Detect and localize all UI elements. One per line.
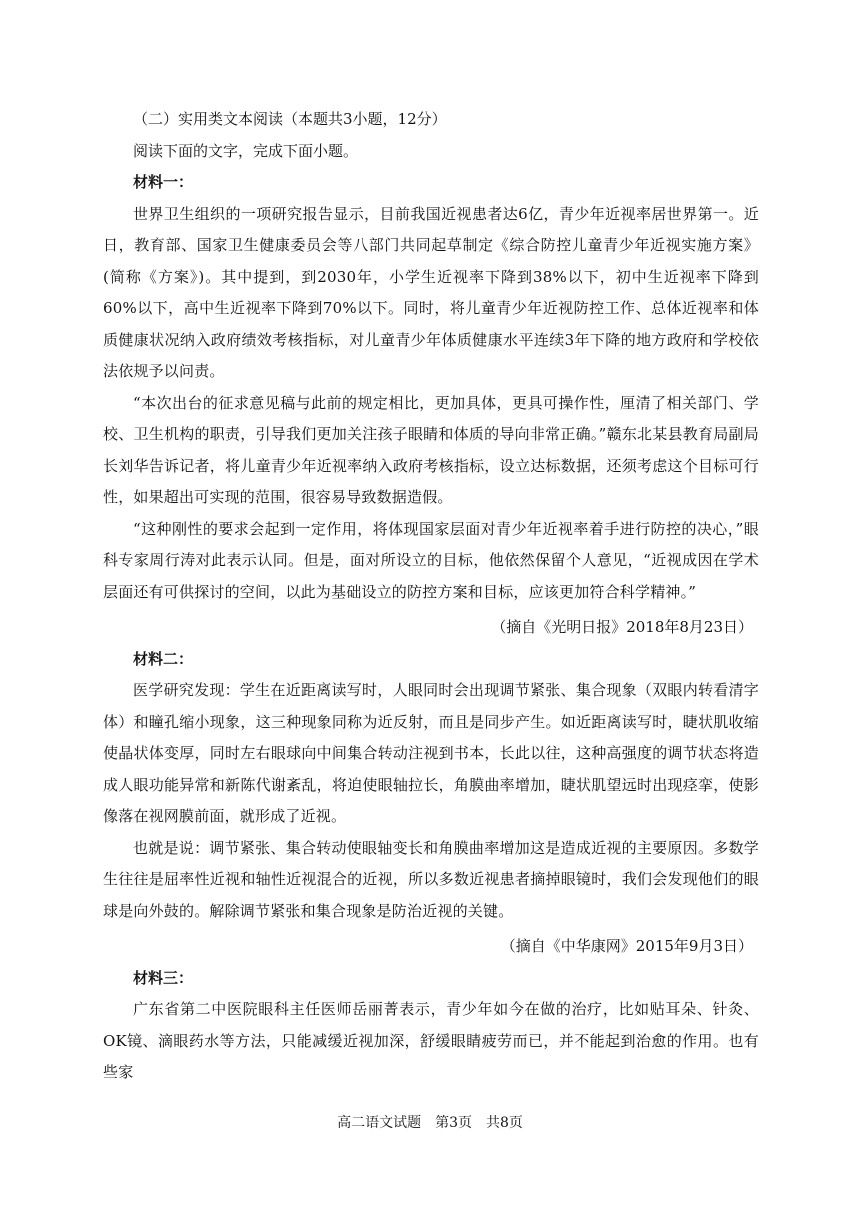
instruction: 阅读下面的文字，完成下面小题。 [133,141,359,160]
material2-paragraph-2: 也就是说：调节紧张、集合转动使眼轴变长和角膜曲率增加这是造成近视的主要原因。多数学生往往是屈率性近视和轴性近视混合的近视，所以多数近视患者摘掉眼镜时，我们会发现他们的眼球是向外鼓的。解除调节紧张和集合现象是防治近视的关键。 [103,838,759,920]
document-page [103,104,759,1089]
material1-label: 材料一： [133,173,194,191]
material1-paragraph-2: “本次出台的征求意见稿与此前的规定相比，更加具体，更具可操作性，厘清了相关部门、学校、卫生机构的职责，引导我们更加关注孩子眼睛和体质的导向非常正确。”赣东北某县教育局副局长刘华告诉记者，将儿童青少年近视率纳入政府考核指标，设立达标数据，还须考虑这个目标可行性，如果超出可实现的范围，很容易导致数据造假。 [103,393,759,506]
material3-paragraph-1: 广东省第二中医院眼科主任医师岳丽菁表示，青少年如今在做的治疗，比如贴耳朵、针灸、OK镜、滴眼药水等方法，只能减缓近视加深，舒缓眼睛疲劳而已，并不能起到治愈的作用。也有些家 [103,1000,759,1081]
material1-paragraph-3: “这种刚性的要求会起到一定作用，将体现国家层面对青少年近视率着手进行防控的决心，”眼科专家周行涛对此表示认同。但是，面对所设立的目标，他依然保留个人意见，“近视成因在学术层面还有可供探讨的空间，以此为基础设立的防控方案和目标，应该更加符合科学精神。” [103,519,759,601]
material1-paragraph-1: 世界卫生组织的一项研究报告显示，目前我国近视患者达6亿，青少年近视率居世界第一。近日，教育部、国家卫生健康委员会等八部门共同起草制定《综合防控儿童青少年近视实施方案》(简称《方案》)。其中提到，到2030年，小学生近视率下降到38%以下，初中生近视率下降到60%以下，高中生近视率下降到70%以下。同时，将儿童青少年近视防控工作、总体近视率和体质健康状况纳入政府绩效考核指标，对儿童青少年体质健康水平连续3年下降的地方政府和学校依法依规予以问责。 [103,204,759,380]
material2-paragraph-1: 医学研究发现：学生在近距离读写时，人眼同时会出现调节紧张、集合现象（双眼内转看清字体）和瞳孔缩小现象，这三种现象同称为近反射，而且是同步产生。如近距离读写时，睫状肌收缩使晶状体变厚，同时左右眼球向中间集合转动注视到书本，长此以往，这种高强度的调节状态将造成人眼功能异常和新陈代谢紊乱，将迫使眼轴拉长，角膜曲率增加，睫状肌望远时出现痉挛，使影像落在视网膜前面，就形成了近视。 [103,681,759,825]
material2-source: （摘自《中华康网》2015年9月3日） [500,937,753,955]
section-title: （二）实用类文本阅读（本题共3小题，12分） [133,110,447,128]
material2-label: 材料二： [133,649,194,668]
page-footer: 高二语文试题 第3页 共8页 [337,1115,523,1131]
material3-label: 材料三： [133,968,194,987]
material1-source: （摘自《光明日报》2018年8月23日） [491,618,753,636]
